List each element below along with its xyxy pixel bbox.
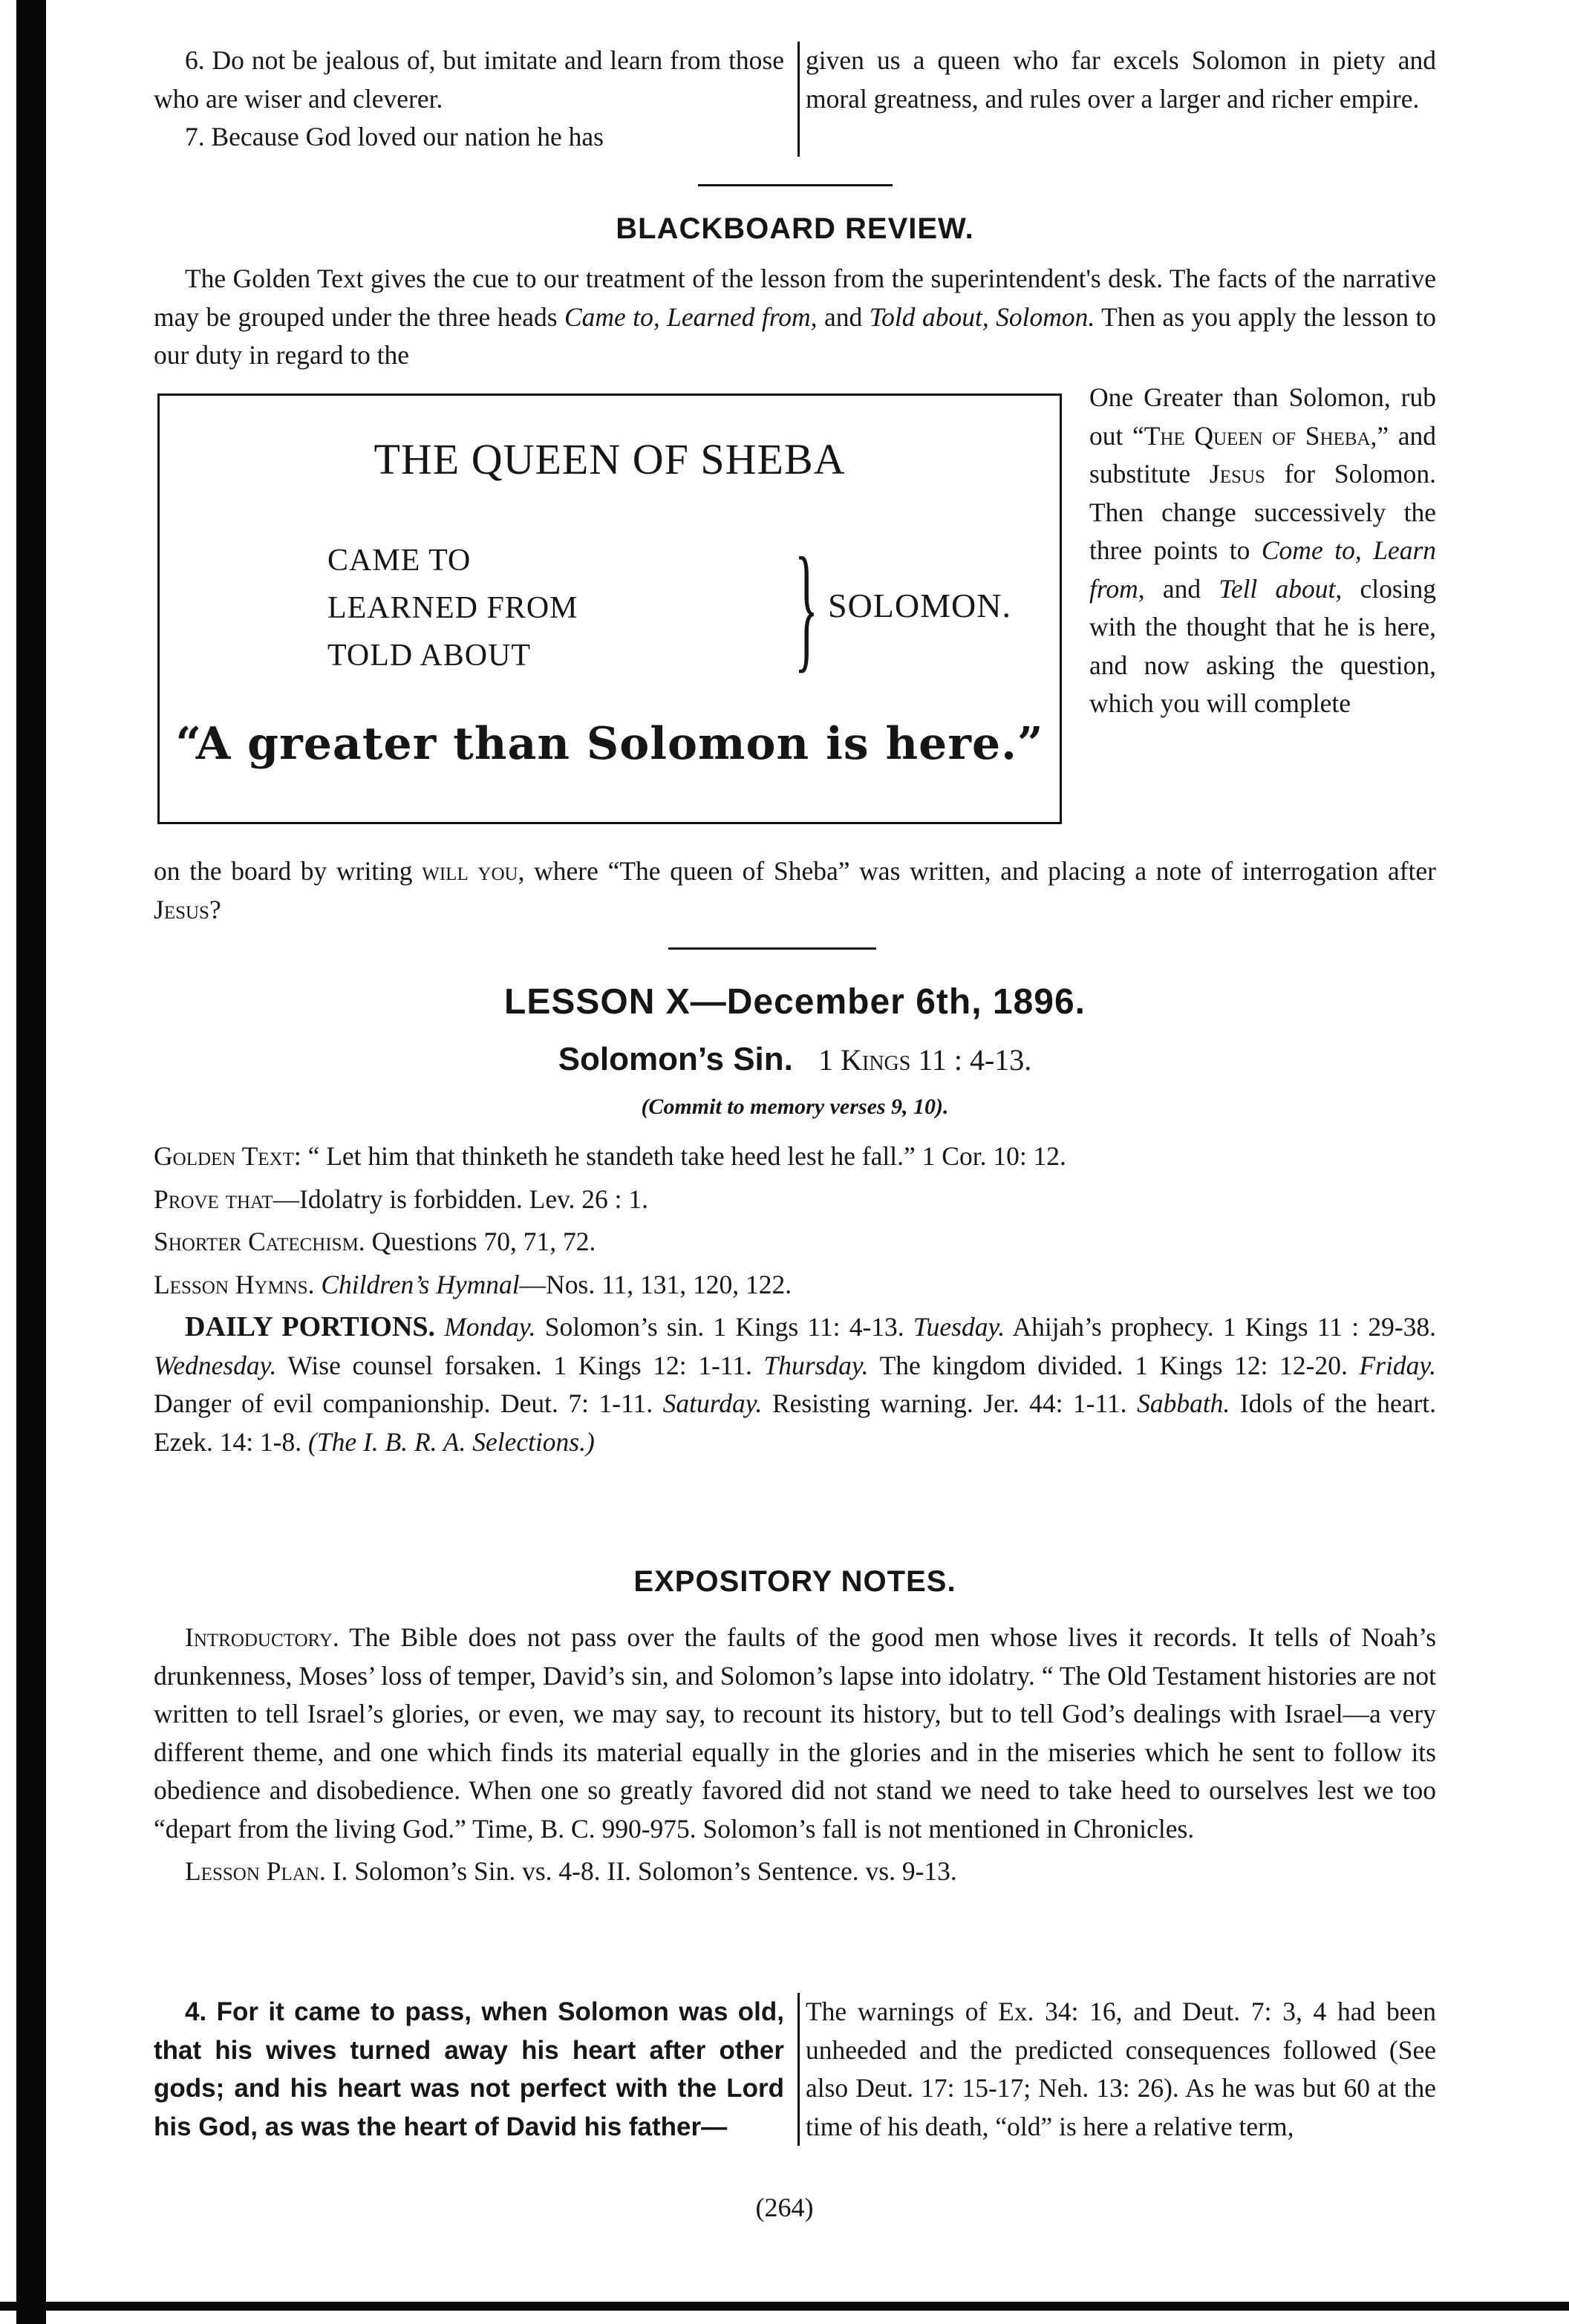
item-7: 7. Because God loved our nation he has (185, 122, 604, 151)
introductory-label: Introductory. (185, 1622, 339, 1652)
daily-wednesday: Wednesday. (154, 1350, 277, 1380)
side-come: Come to, Learn from, (1089, 535, 1437, 604)
daily-monday-text: Solomon’s sin. 1 Kings 11: 4-13. (544, 1312, 904, 1342)
expository-notes (154, 1619, 1436, 1891)
top-left-column (154, 42, 792, 157)
expository-heading: EXPOSITORY NOTES. (633, 1565, 956, 1598)
board-line-told: TOLD ABOUT (327, 639, 532, 673)
lesson-reference: 1 Kings 11 : 4-13. (818, 1043, 1032, 1077)
lesson-subtitle: Solomon’s Sin. (558, 1041, 793, 1077)
daily-friday: Friday. (1359, 1350, 1437, 1380)
side-queen: The Queen of Sheba (1144, 420, 1371, 451)
blackboard-heading: BLACKBOARD REVIEW. (616, 212, 974, 245)
top-columns (154, 42, 1436, 157)
column-divider (797, 42, 800, 157)
catechism-label: Shorter Catechism. (154, 1227, 365, 1256)
daily-selections: (The I. B. R. A. Selections.) (308, 1426, 595, 1457)
page-bottom-border (0, 2302, 1569, 2311)
head-came: Came to, (564, 301, 660, 332)
brace-icon: } (795, 529, 818, 685)
lesson-subtitle-row (154, 1041, 1436, 1078)
head-learned: Learned from, (667, 301, 818, 332)
section-rule (668, 947, 876, 950)
page-left-border (0, 0, 49, 2324)
daily-portions (154, 1308, 1436, 1461)
side-text-c: for Solomon. Then change successively the three points to (1089, 459, 1437, 565)
verse-left-column (154, 1993, 792, 2146)
side-and: and (1162, 573, 1201, 604)
board-quote: “A greater than Solomon is here.” (175, 718, 1044, 770)
after-will-you: will you (422, 856, 518, 886)
daily-saturday-text: Resisting warning. Jer. 44: 1-11. (772, 1388, 1127, 1418)
verse-columns (154, 1993, 1436, 2146)
verse-4: 4. For it came to pass, when Solomon was old, that his wives turned away his heart after other gods; and his heart was not perfect with the Lord his God, as was the heart of David his father— (154, 1997, 785, 2141)
golden-text: : “ Let him that thinketh he standeth take heed lest he fall.” 1 Cor. 10: 12. (293, 1141, 1066, 1171)
side-text-a: One Greater than Solomon, rub out “ (1089, 382, 1436, 451)
lesson-title: LESSON X—December 6th, 1896. (504, 982, 1086, 1022)
after-text-b: , where “The queen of Sheba” was written, and placing a note of interrogation after (518, 856, 1436, 886)
daily-sabbath-text: Idols of the heart. Ezek. 14: 1-8. (154, 1388, 1437, 1457)
daily-monday: Monday. (444, 1312, 536, 1342)
page-number: (264) (755, 2193, 814, 2222)
item-7-continued: given us a queen who far excels Solomon in piety and moral greatness, and rules over a larger and richer empire. (806, 45, 1437, 114)
plan-label: Lesson Plan. (185, 1856, 326, 1886)
side-jesus: Jesus (1209, 459, 1265, 489)
daily-thursday: Thursday. (763, 1350, 869, 1380)
lesson-details (154, 1137, 1436, 1461)
board-object: SOLOMON. (828, 587, 1011, 624)
after-text-c: ? (209, 894, 221, 924)
daily-friday-text: Danger of evil companionship. Deut. 7: 1-11. (154, 1388, 653, 1418)
blackboard-after (154, 852, 1436, 929)
daily-thursday-text: The kingdom divided. 1 Kings 12: 12-20. (879, 1350, 1348, 1380)
prove-label: Prove that (154, 1184, 273, 1214)
verse-right-column (806, 1993, 1436, 2146)
item-6: 6. Do not be jealous of, but imitate and learn from those who are wiser and cleverer. (154, 45, 785, 114)
commit-note: (Commit to memory verses 9, 10). (641, 1094, 949, 1119)
column-divider (797, 1993, 800, 2146)
side-text-d: closing with the thought that he is here, and now asking the question, which you will complete (1089, 573, 1437, 718)
hymns-label: Lesson Hymns. (154, 1269, 315, 1299)
board-line-learned: LEARNED FROM (327, 591, 578, 625)
after-jesus: Jesus (154, 894, 209, 924)
blackboard-diagram (157, 394, 1062, 824)
daily-label: DAILY PORTIONS. (185, 1311, 436, 1342)
side-text-b: ,” and substitute (1089, 420, 1437, 489)
intro-text: The Golden Text gives the cue to our treatment of the lesson from the superintendent's desk. The facts of the narrative may be grouped under the three heads (154, 264, 1436, 332)
board-line-came: CAME TO (327, 544, 472, 578)
daily-wednesday-text: Wise counsel forsaken. 1 Kings 12: 1-11. (287, 1350, 752, 1380)
hymns-book: Children’s Hymnal (321, 1269, 520, 1299)
introductory-text: The Bible does not pass over the faults of the good men whose lives it records. It tells of Noah’s drunkenness, Moses’ loss of temper, David’s sin, and Solomon’s lapse into idolatry. “ The Old Testament histories are not written to tell Israel’s glories, or even, we may say, to recount its history, but to tell God’s dealings with Israel—a very different theme, and one which finds its material equally in the glories and in the miseries which he sent to follow its obedience and disobedience. When one so greatly favored did not stand we need to take heed to ourselves lest we too “depart from the living God.” Time, B. C. 990-975. Solomon’s fall is not mentioned in Chronicles. (154, 1622, 1437, 1844)
daily-tuesday-text: Ahijah’s prophecy. 1 Kings 11 : 29-38. (1012, 1312, 1437, 1342)
catechism-text: Questions 70, 71, 72. (371, 1227, 596, 1256)
side-tell: Tell about, (1219, 573, 1343, 604)
prove-text: —Idolatry is forbidden. Lev. 26 : 1. (273, 1184, 649, 1214)
daily-tuesday: Tuesday. (913, 1312, 1005, 1342)
intro-end: Then as you apply the lesson to our duty in regard to the (154, 301, 1437, 370)
verse-4-commentary: The warnings of Ex. 34: 16, and Deut. 7: 3, 4 had been unheeded and the predicted consequences followed (See also Deut. 17: 15-17; Neh. 13: 26). As he was but 60 at the time of his death, “old” is here a relative term, (806, 1997, 1437, 2141)
head-told: Told about, Solomon. (869, 301, 1095, 332)
board-lines (327, 537, 578, 679)
daily-sabbath: Sabbath. (1137, 1388, 1230, 1418)
daily-saturday: Saturday. (662, 1388, 763, 1418)
golden-label: Golden Text (154, 1141, 294, 1171)
hymns-text: —Nos. 11, 131, 120, 122. (519, 1269, 792, 1299)
board-title: THE QUEEN OF SHEBA (374, 435, 846, 483)
intro-and: and (823, 301, 863, 332)
blackboard-intro (154, 260, 1436, 375)
plan-text: I. Solomon’s Sin. vs. 4-8. II. Solomon’s Sentence. vs. 9-13. (332, 1856, 957, 1886)
after-text-a: on the board by writing (154, 856, 413, 886)
blackboard-side-text (1089, 379, 1436, 723)
top-right-column (806, 42, 1436, 157)
section-rule (698, 184, 893, 186)
